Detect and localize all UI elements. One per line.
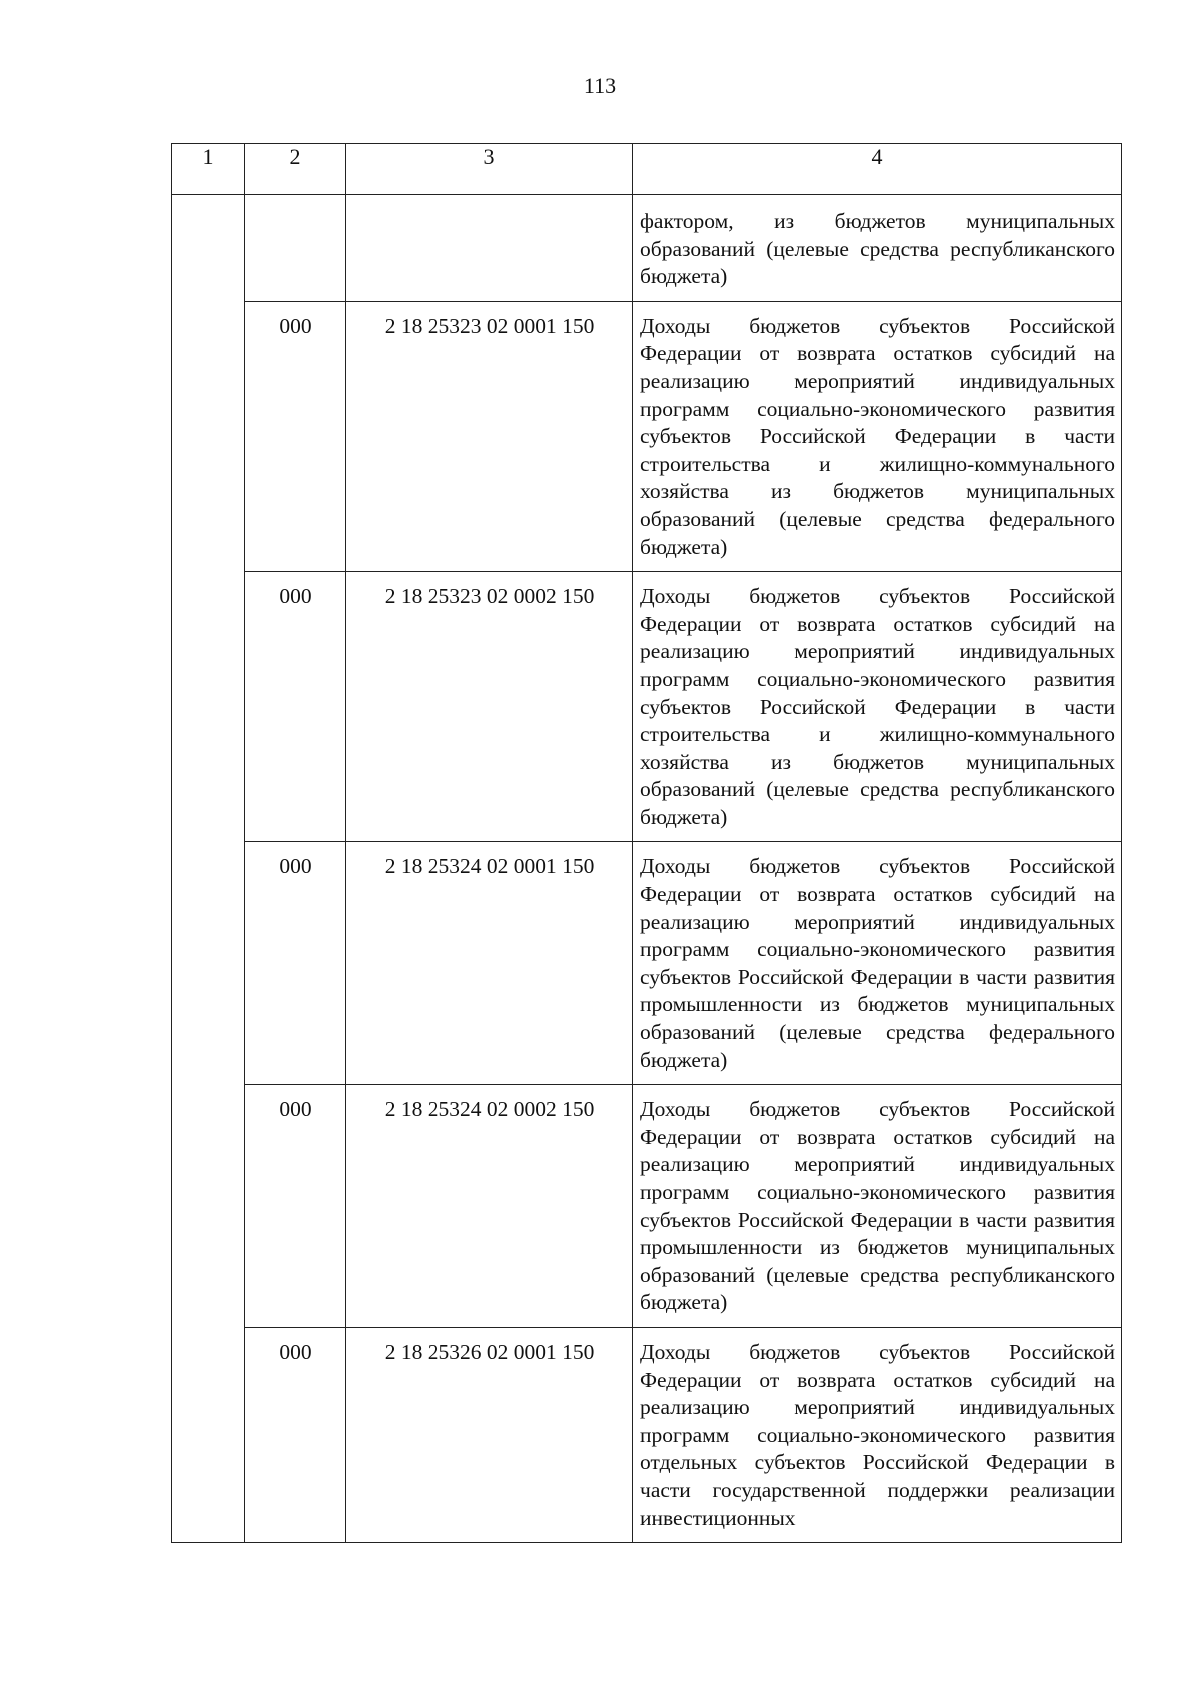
- page-number: 113: [583, 73, 617, 98]
- table-header-row: [172, 144, 1122, 195]
- description-cell: Доходы бюджетов субъектов Российской Федерации от возврата остатков субсидий на реализацию мероприятий индивидуальных программ социально-экономического развития субъектов Российской Федерации в части развития промышленности из бюджетов муниципальных образований (целевые средства федерального бюджета): [633, 842, 1122, 1085]
- kbk-cell: 2 18 25326 02 0001 150: [346, 1327, 633, 1542]
- kbk-cell: [346, 195, 633, 302]
- table-row: [172, 572, 1122, 842]
- column-1-merged-cell: [172, 195, 245, 1543]
- description-cell: Доходы бюджетов субъектов Российской Федерации от возврата остатков субсидий на реализацию мероприятий индивидуальных программ социально-экономического развития отдельных субъектов Российской Федерации в части государственной поддержки реализации инвестиционных: [633, 1327, 1122, 1542]
- revenue-classification-table: [171, 143, 1122, 1543]
- kbk-cell: 2 18 25324 02 0002 150: [346, 1085, 633, 1328]
- column-header-3: 3: [346, 144, 633, 195]
- admin-code-cell: 000: [245, 572, 346, 842]
- description-cell: Доходы бюджетов субъектов Российской Федерации от возврата остатков субсидий на реализацию мероприятий индивидуальных программ социально-экономического развития субъектов Российской Федерации в части строительства и жилищно-коммунального хозяйства из бюджетов муниципальных образований (целевые средства республиканского бюджета): [633, 572, 1122, 842]
- column-header-4: 4: [633, 144, 1122, 195]
- column-header-1: 1: [172, 144, 245, 195]
- kbk-cell: 2 18 25323 02 0001 150: [346, 301, 633, 571]
- table-row: [172, 1327, 1122, 1542]
- table-row: [172, 842, 1122, 1085]
- admin-code-cell: 000: [245, 1327, 346, 1542]
- description-cell: Доходы бюджетов субъектов Российской Федерации от возврата остатков субсидий на реализацию мероприятий индивидуальных программ социально-экономического развития субъектов Российской Федерации в части строительства и жилищно-коммунального хозяйства из бюджетов муниципальных образований (целевые средства федерального бюджета): [633, 301, 1122, 571]
- kbk-cell: 2 18 25323 02 0002 150: [346, 572, 633, 842]
- admin-code-cell: 000: [245, 301, 346, 571]
- table-row: [172, 1085, 1122, 1328]
- description-cell: Доходы бюджетов субъектов Российской Федерации от возврата остатков субсидий на реализацию мероприятий индивидуальных программ социально-экономического развития субъектов Российской Федерации в части развития промышленности из бюджетов муниципальных образований (целевые средства республиканского бюджета): [633, 1085, 1122, 1328]
- description-cell: [633, 195, 1122, 302]
- admin-code-cell: [245, 195, 346, 302]
- admin-code-cell: 000: [245, 1085, 346, 1328]
- admin-code-cell: 000: [245, 842, 346, 1085]
- table-row-continued: [172, 195, 1122, 302]
- continued-description: фактором, из бюджетов муниципальных образований (целевые средства республиканского бюджета): [640, 209, 1115, 289]
- column-header-2: 2: [245, 144, 346, 195]
- kbk-cell: 2 18 25324 02 0001 150: [346, 842, 633, 1085]
- table-row: [172, 301, 1122, 571]
